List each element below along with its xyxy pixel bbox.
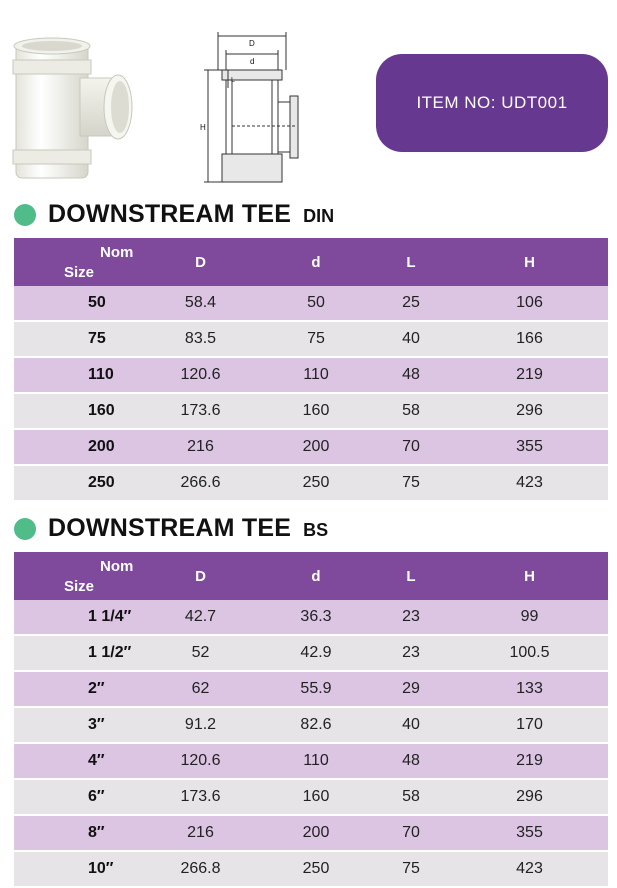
din-spec-table [14, 238, 608, 502]
cell-size: 160 [14, 393, 140, 429]
cell-D: 52 [140, 635, 261, 671]
cell-H: 170 [451, 707, 608, 743]
cell-L: 75 [371, 465, 451, 501]
drawing-label-d: d [250, 57, 255, 66]
header-nom-size [14, 552, 140, 600]
item-number-badge: ITEM NO: UDT001 [376, 54, 608, 152]
cell-size: 8″ [14, 815, 140, 851]
cell-d: 200 [261, 815, 371, 851]
table-row [14, 600, 608, 635]
cell-H: 355 [451, 429, 608, 465]
cell-D: 58.4 [140, 286, 261, 321]
cell-D: 216 [140, 815, 261, 851]
section-standard-label: DIN [303, 206, 335, 226]
table-row [14, 321, 608, 357]
cell-H: 423 [451, 851, 608, 887]
cell-D: 62 [140, 671, 261, 707]
cell-H: 166 [451, 321, 608, 357]
header-H: H [451, 238, 608, 286]
table-header-row [14, 238, 608, 286]
cell-H: 219 [451, 357, 608, 393]
cell-d: 36.3 [261, 600, 371, 635]
drawing-label-L: L [231, 77, 235, 84]
table-row [14, 815, 608, 851]
cell-d: 42.9 [261, 635, 371, 671]
header-D: D [140, 552, 261, 600]
cell-H: 100.5 [451, 635, 608, 671]
cell-d: 110 [261, 743, 371, 779]
section-title-text: DOWNSTREAM TEE [48, 200, 292, 228]
cell-H: 106 [451, 286, 608, 321]
header-nom-size [14, 238, 140, 286]
cell-size: 3″ [14, 707, 140, 743]
cell-L: 58 [371, 393, 451, 429]
table-row [14, 743, 608, 779]
drawing-label-D: D [249, 39, 255, 48]
section-title-bs [14, 514, 328, 543]
table-row [14, 393, 608, 429]
cell-d: 200 [261, 429, 371, 465]
cell-size: 200 [14, 429, 140, 465]
table-row [14, 635, 608, 671]
cell-L: 23 [371, 635, 451, 671]
bs-spec-table [14, 552, 608, 888]
cell-size: 110 [14, 357, 140, 393]
cell-D: 42.7 [140, 600, 261, 635]
header-L: L [371, 238, 451, 286]
cell-d: 75 [261, 321, 371, 357]
cell-size: 2″ [14, 671, 140, 707]
cell-L: 70 [371, 429, 451, 465]
cell-L: 40 [371, 321, 451, 357]
cell-size: 4″ [14, 743, 140, 779]
section-standard-label: BS [303, 520, 329, 540]
cell-L: 48 [371, 357, 451, 393]
header-nom: Nom [100, 244, 134, 261]
cell-d: 82.6 [261, 707, 371, 743]
cell-size: 6″ [14, 779, 140, 815]
cell-size: 50 [14, 286, 140, 321]
header-size: Size [64, 264, 95, 281]
cell-H: 423 [451, 465, 608, 501]
cell-L: 25 [371, 286, 451, 321]
header-D: D [140, 238, 261, 286]
cell-d: 110 [261, 357, 371, 393]
header-L: L [371, 552, 451, 600]
table-row [14, 779, 608, 815]
green-dot-icon [14, 204, 36, 226]
cell-H: 296 [451, 779, 608, 815]
cell-size: 10″ [14, 851, 140, 887]
green-dot-icon [14, 518, 36, 540]
cell-d: 250 [261, 465, 371, 501]
header-nom: Nom [100, 558, 134, 575]
cell-size: 1 1/4″ [14, 600, 140, 635]
header-size: Size [64, 578, 95, 595]
cell-D: 266.6 [140, 465, 261, 501]
tee-technical-drawing [196, 30, 300, 190]
cell-D: 120.6 [140, 357, 261, 393]
section-title-text: DOWNSTREAM TEE [48, 514, 292, 542]
cell-D: 266.8 [140, 851, 261, 887]
cell-H: 296 [451, 393, 608, 429]
table-row [14, 357, 608, 393]
cell-L: 75 [371, 851, 451, 887]
cell-d: 50 [261, 286, 371, 321]
table-row [14, 707, 608, 743]
cell-L: 48 [371, 743, 451, 779]
cell-L: 29 [371, 671, 451, 707]
cell-D: 91.2 [140, 707, 261, 743]
cell-H: 133 [451, 671, 608, 707]
cell-L: 40 [371, 707, 451, 743]
cell-d: 55.9 [261, 671, 371, 707]
cell-D: 173.6 [140, 393, 261, 429]
tee-fitting-photo [10, 34, 134, 184]
header-d: d [261, 238, 371, 286]
cell-D: 216 [140, 429, 261, 465]
cell-L: 58 [371, 779, 451, 815]
cell-d: 250 [261, 851, 371, 887]
cell-H: 355 [451, 815, 608, 851]
table-row [14, 286, 608, 321]
table-row [14, 429, 608, 465]
cell-D: 83.5 [140, 321, 261, 357]
cell-D: 120.6 [140, 743, 261, 779]
section-title-din [14, 200, 334, 229]
cell-L: 23 [371, 600, 451, 635]
table-header-row [14, 552, 608, 600]
header-d: d [261, 552, 371, 600]
cell-L: 70 [371, 815, 451, 851]
cell-D: 173.6 [140, 779, 261, 815]
table-row [14, 851, 608, 887]
cell-size: 75 [14, 321, 140, 357]
cell-d: 160 [261, 393, 371, 429]
drawing-label-H: H [200, 123, 206, 132]
cell-H: 99 [451, 600, 608, 635]
cell-size: 1 1/2″ [14, 635, 140, 671]
cell-size: 250 [14, 465, 140, 501]
cell-d: 160 [261, 779, 371, 815]
table-row [14, 671, 608, 707]
header-H: H [451, 552, 608, 600]
cell-H: 219 [451, 743, 608, 779]
table-row [14, 465, 608, 501]
